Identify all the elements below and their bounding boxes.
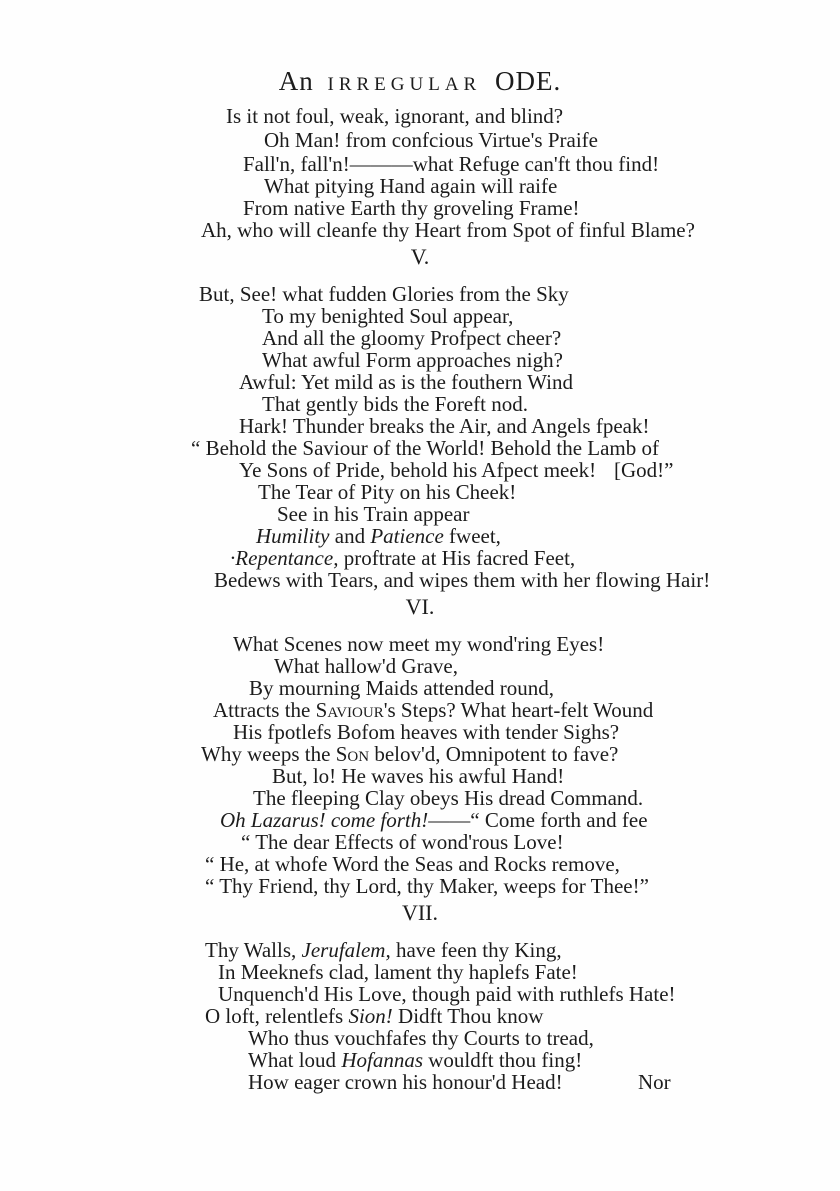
- small-caps-word: Saviour: [315, 698, 384, 722]
- verse-line: Who thus vouchfafes thy Courts to tread,: [248, 1026, 594, 1050]
- small-caps-word: Son: [335, 742, 370, 766]
- verse-line: What pitying Hand again will raife: [264, 174, 558, 198]
- verse-line: But, See! what fudden Glories from the Sky: [199, 282, 569, 306]
- italic-word: ·Repentance,: [230, 546, 339, 570]
- verse-line: Attracts the Saviour's Steps? What heart-felt Wound: [213, 698, 654, 722]
- verse-line: “ He, at whofe Word the Seas and Rocks remove,: [205, 852, 620, 876]
- italic-word: Sion!: [348, 1004, 393, 1028]
- italic-word: Jerufalem,: [301, 938, 391, 962]
- catchword: Nor: [638, 1070, 671, 1094]
- verse-line: Ah, who will cleanfe thy Heart from Spot of finful Blame?: [201, 218, 695, 242]
- verse-line: Hark! Thunder breaks the Air, and Angels fpeak!: [239, 414, 650, 438]
- section-number: VII.: [401, 900, 439, 925]
- verse-line: O loft, relentlefs Sion! Didft Thou know: [205, 1004, 544, 1028]
- verse-line: ·Repentance, proftrate at His facred Feet,: [230, 546, 576, 570]
- verse-line: See in his Train appear: [277, 502, 470, 526]
- header-post: ODE.: [494, 66, 562, 96]
- italic-phrase: Oh Lazarus! come forth!: [220, 808, 429, 832]
- verse-line: In Meeknefs clad, lament thy haplefs Fate!: [218, 960, 578, 984]
- verse-line: Fall'n, fall'n!———what Refuge can'ft thou find!: [243, 152, 660, 176]
- verse-line: “ The dear Effects of wond'rous Love!: [241, 830, 564, 854]
- verse-line: What Scenes now meet my wond'ring Eyes!: [233, 632, 605, 656]
- verse-line: Humility and Patience fweet,: [256, 524, 501, 548]
- verse-line: Bedews with Tears, and wipes them with her flowing Hair!: [214, 568, 711, 592]
- italic-word: Humility: [256, 524, 330, 548]
- verse-line: Thy Walls, Jerufalem, have feen thy King,: [205, 938, 562, 962]
- verse-line: That gently bids the Foreft nod.: [262, 392, 528, 416]
- section-number: V.: [410, 244, 430, 269]
- verse-line: Unquench'd His Love, though paid with ruthlefs Hate!: [218, 982, 676, 1006]
- turnover-word: [God!”: [614, 458, 674, 482]
- verse-line: What hallow'd Grave,: [274, 654, 458, 678]
- header-middle: IRREGULAR: [327, 74, 482, 95]
- verse-line: By mourning Maids attended round,: [249, 676, 555, 700]
- running-header: [0, 66, 840, 97]
- verse-line: Oh Lazarus! come forth!——“ Come forth and fee: [220, 808, 648, 832]
- verse-line: Why weeps the Son belov'd, Omnipotent to fave?: [201, 742, 619, 766]
- section-number: VI.: [405, 594, 435, 619]
- verse-line: But, lo! He waves his awful Hand!: [272, 764, 565, 788]
- verse-line: To my benighted Soul appear,: [262, 304, 514, 328]
- verse-line: Ye Sons of Pride, behold his Afpect meek!: [239, 458, 597, 482]
- verse-line: His fpotlefs Bofom heaves with tender Sighs?: [233, 720, 620, 744]
- verse-line: And all the gloomy Profpect cheer?: [262, 326, 562, 350]
- italic-word: Patience: [370, 524, 444, 548]
- verse-line: The Tear of Pity on his Cheek!: [258, 480, 517, 504]
- verse-line: “ Behold the Saviour of the World! Behold the Lamb of: [191, 436, 659, 460]
- verse-line: How eager crown his honour'd Head!: [248, 1070, 563, 1094]
- verse-line: Awful: Yet mild as is the fouthern Wind: [239, 370, 573, 394]
- verse-line: Oh Man! from confcious Virtue's Praife: [264, 128, 598, 152]
- italic-word: Hofannas: [341, 1048, 423, 1072]
- verse-line: Is it not foul, weak, ignorant, and blind?: [226, 104, 564, 128]
- verse-line: What loud Hofannas wouldft thou fing!: [248, 1048, 583, 1072]
- verse-line: The fleeping Clay obeys His dread Command.: [253, 786, 644, 810]
- verse-line: From native Earth thy groveling Frame!: [243, 196, 580, 220]
- header-pre: An: [278, 66, 314, 96]
- verse-line: What awful Form approaches nigh?: [262, 348, 563, 372]
- verse-line: “ Thy Friend, thy Lord, thy Maker, weeps for Thee!”: [205, 874, 649, 898]
